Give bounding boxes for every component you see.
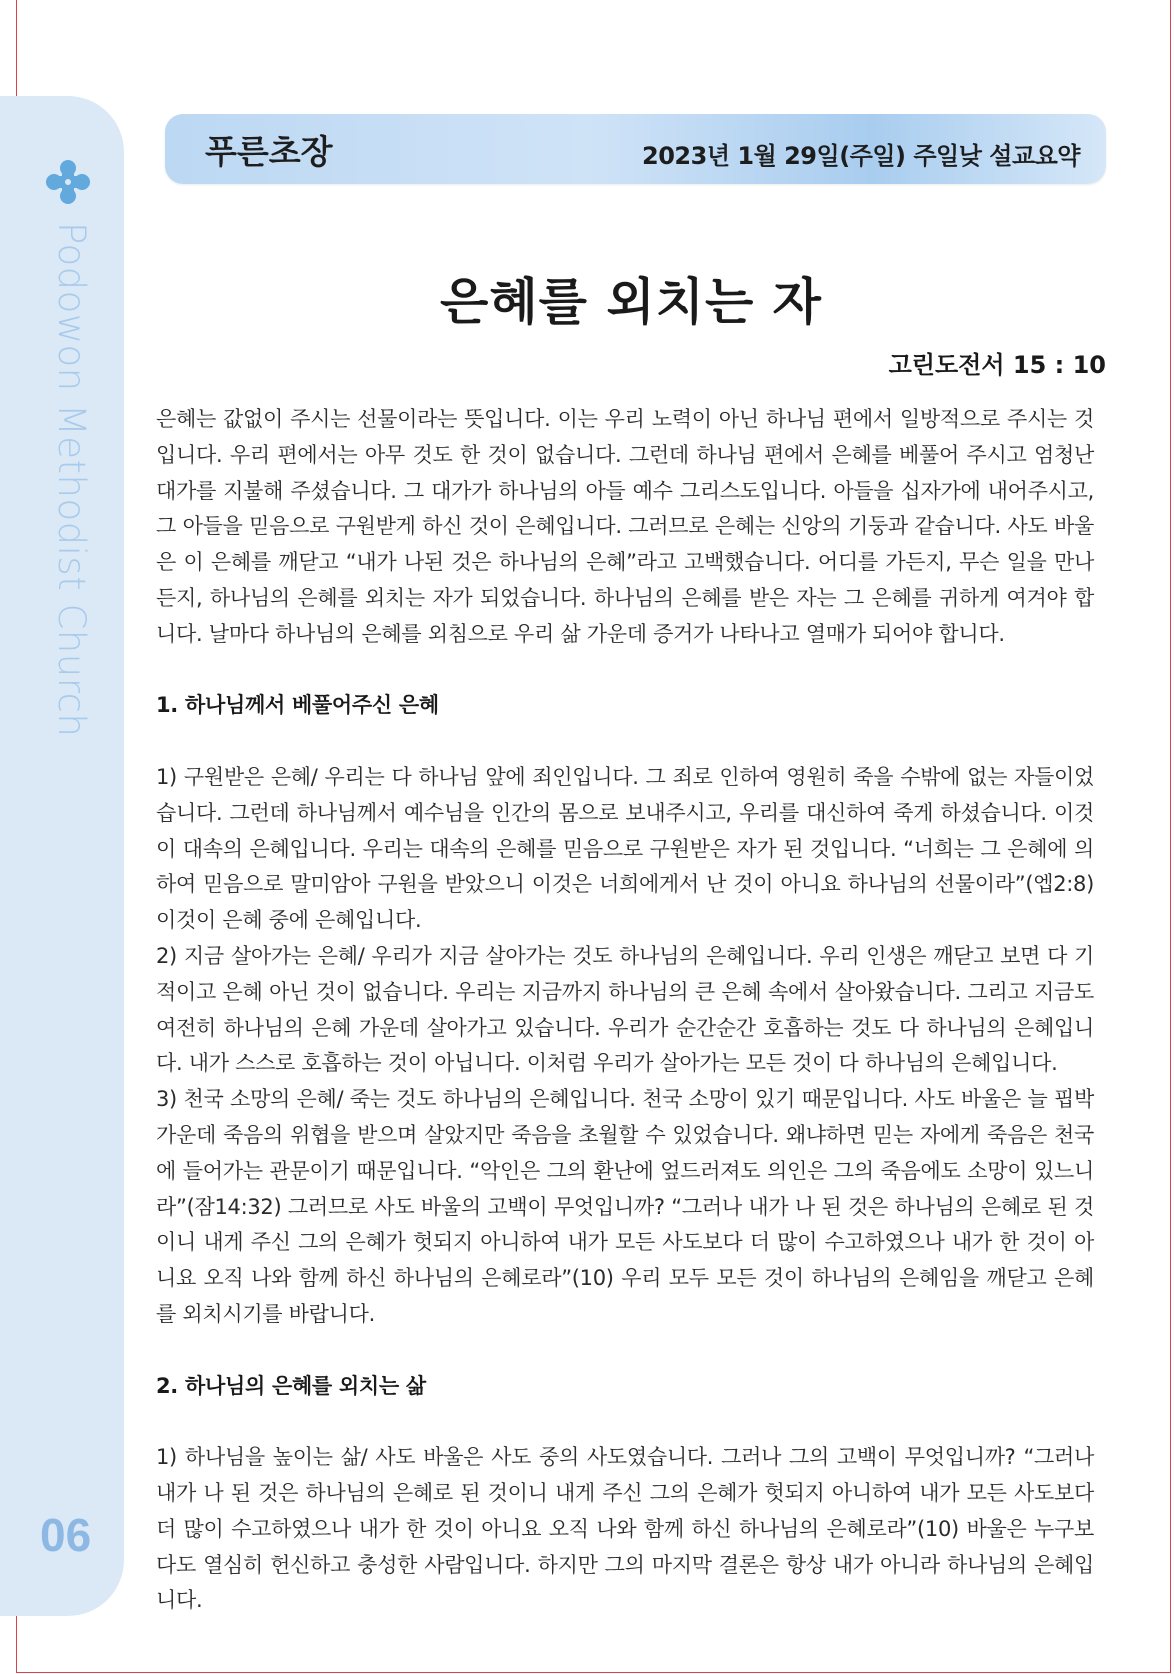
point-paragraph: 1) 구원받은 은혜/ 우리는 다 하나님 앞에 죄인입니다. 그 죄로 인하여 영원히 죽을 수밖에 없는 자들이었습니다. 그런데 하나님께서 예수님을 인간의 몸으로 보내주시고, 우리를 대신하여 죽게 하셨습니다. 이것이 대속의 은혜입니다. 우리는 대속의 은혜를 믿음으로 구원받은 자가 된 것입니다. “너희는 그 은혜에 의하여 믿음으로 말미암아 구원을 받았으니 이것은 너희에게서 난 것이 아니요 하나님의 선물이라”(엡2:8) 이것이 은혜 중에 은혜입니다. — [156, 764, 1094, 933]
sermon-body — [156, 402, 1094, 1619]
point-paragraph: 2) 지금 살아가는 은혜/ 우리가 지금 살아가는 것도 하나님의 은혜입니다. 우리 인생은 깨닫고 보면 다 기적이고 은혜 아닌 것이 없습니다. 우리는 지금까지 하나님의 큰 은혜 속에서 살아왔습니다. 그리고 지금도 여전히 하나님의 은혜 가운데 살아가고 있습니다. 우리가 순간순간 호흡하는 것도 다 하나님의 은혜입니다. 내가 스스로 호흡하는 것이 아닙니다. 이처럼 우리가 살아가는 모든 것이 다 하나님의 은혜입니다. — [156, 943, 1094, 1076]
section-title: 푸른초장 — [205, 132, 333, 171]
cross-icon — [44, 158, 92, 206]
section-heading: 2. 하나님의 은혜를 외치는 삶 — [156, 1373, 426, 1398]
page-number: 06 — [40, 1509, 92, 1561]
intro-paragraph: 은혜는 값없이 주시는 선물이라는 뜻입니다. 이는 우리 노력이 아닌 하나님 편에서 일방적으로 주시는 것입니다. 우리 편에서는 아무 것도 한 것이 없습니다. 그런데 하나님 편에서 은혜를 베풀어 주시고 엄청난 대가를 지불해 주셨습니다. 그 대가가 하나님의 아들 예수 그리스도입니다. 아들을 십자가에 내어주시고, 그 아들을 믿음으로 구원받게 하신 것이 은혜입니다. 그러므로 은혜는 신앙의 기둥과 같습니다. 사도 바울은 이 은혜를 깨닫고 “내가 나된 것은 하나님의 은혜”라고 고백했습니다. 어디를 가든지, 무슨 일을 만나든지, 하나님의 은혜를 외치는 자가 되었습니다. 하나님의 은혜를 받은 자는 그 은혜를 귀하게 여겨야 합니다. 날마다 하나님의 은혜를 외침으로 우리 삶 가운데 증거가 나타나고 열매가 되어야 합니다. — [156, 407, 1094, 646]
date-line: 2023년 1월 29일(주일) 주일낮 설교요약 — [642, 142, 1080, 170]
header-bar — [165, 114, 1106, 184]
point-paragraph: 1) 하나님을 높이는 삶/ 사도 바울은 사도 중의 사도였습니다. 그러나 그의 고백이 무엇입니까? “그러나 내가 나 된 것은 하나님의 은혜로 된 것이니 내게 주신 그의 은혜가 헛되지 아니하여 내가 모든 사도보다 더 많이 수고하였으나 내가 한 것이 아니요 오직 나와 함께 하신 하나님의 은혜로라”(10) 바울은 누구보다도 열심히 헌신하고 충성한 사람입니다. 하지만 그의 마지막 결론은 항상 내가 아니라 하나님의 은혜입니다. — [156, 1445, 1094, 1613]
section-heading: 1. 하나님께서 베풀어주신 은혜 — [156, 693, 439, 718]
sermon-title: 은혜를 외치는 자 — [440, 272, 822, 331]
church-name: Podowon Methodist Church — [50, 222, 93, 738]
point-paragraph: 3) 천국 소망의 은혜/ 죽는 것도 하나님의 은혜입니다. 천국 소망이 있기 때문입니다. 사도 바울은 늘 핍박 가운데 죽음의 위협을 받으며 살았지만 죽음을 초월할 수 있었습니다. 왜냐하면 믿는 자에게 죽음은 천국에 들어가는 관문이기 때문입니다. “악인은 그의 환난에 엎드러져도 의인은 그의 죽음에도 소망이 있느니라”(잠14:32) 그러므로 사도 바울의 고백이 무엇입니까? “그러나 내가 나 된 것은 하나님의 은혜로 된 것이니 내게 주신 그의 은혜가 헛되지 아니하여 내가 모든 사도보다 더 많이 수고하였으나 내가 한 것이 아니요 오직 나와 함께 하신 하나님의 은혜로라”(10) 우리 모두 모든 것이 하나님의 은혜임을 깨닫고 은혜를 외치시기를 바랍니다. — [156, 1087, 1094, 1326]
scripture-reference: 고린도전서 15 : 10 — [888, 351, 1106, 379]
